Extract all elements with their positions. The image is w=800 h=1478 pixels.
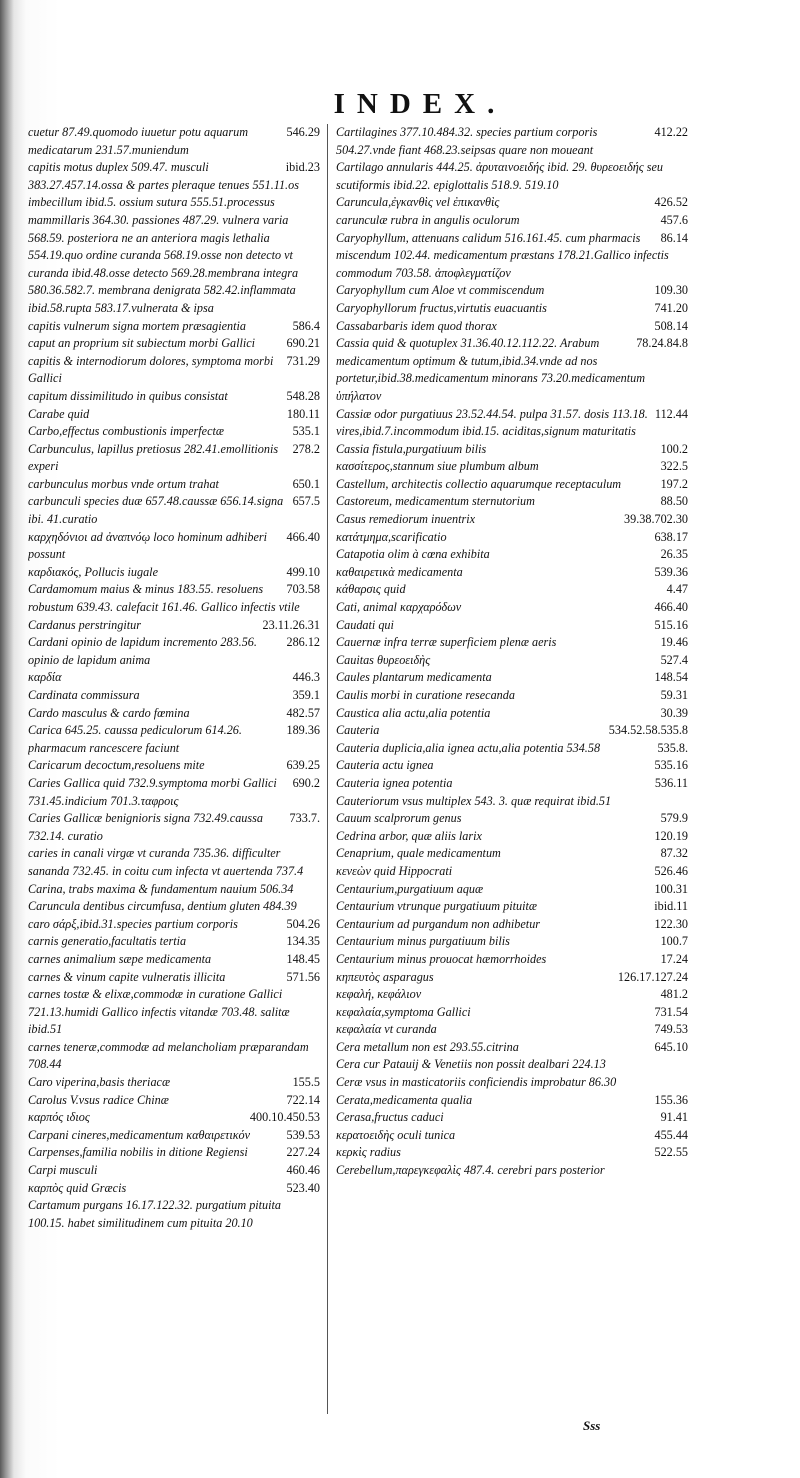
index-entry-ref: ibid.23 [285,160,320,175]
index-entry-text: Cardanus perstringitur [28,617,141,632]
index-entry [336,1004,688,1022]
index-entry [336,810,688,828]
index-entry [28,441,320,476]
index-entry-ref: 522.55 [654,1145,688,1160]
index-entry-ref: 535.8. [657,740,688,755]
index-entry-text: Cassabarbaris idem quod thorax [336,318,497,333]
index-entry-ref: 650.1 [292,476,320,491]
index-entry-text: Carolus V.vsus radice Chinæ [28,1092,169,1107]
index-entry [336,793,688,811]
index-entry-text: Cartilagines 377.10.484.32. species partium corporis 504.27.vnde fiant 468.23.seipsas quare non moueant [336,125,598,157]
index-entry-text: capitum dissimilitudo in quibus consistat [28,388,228,403]
index-entry-text: Carica 645.25. caussa pediculorum 614.26. pharmacum rancescere faciunt [28,723,242,755]
index-entry [28,687,320,705]
index-entry-text: capitis vulnerum signa mortem præsagientia [28,318,247,333]
index-entry-ref: 539.53 [286,1127,320,1142]
index-entry [28,951,320,969]
index-entry [336,722,688,740]
index-entry-text: Caro viperina,basis theriacæ [28,1075,171,1090]
index-entry-text: Centaurium minus purgatiuum bilis [336,934,510,949]
index-entry-ref: 197.2 [660,476,688,491]
index-entry-ref: 579.9 [660,811,688,826]
index-entry-text: Carina, trabs maxima & fundamentum nauium 506.34 [28,881,294,896]
index-entry-text: Cauteria [336,723,380,738]
index-entry [336,933,688,951]
index-entry [336,212,688,230]
index-entry-text: Cauteria ignea potentia [336,775,453,790]
index-entry-ref: 78.24.84.8 [636,336,688,351]
index-entry-ref: 88.50 [660,494,688,509]
index-entry-ref: 400.10.450.53 [249,1110,320,1125]
index-entry [28,722,320,757]
index-column-right [336,124,688,1180]
index-entry [336,775,688,793]
index-entry-ref: 749.53 [654,1022,688,1037]
index-entry [28,634,320,669]
index-entry-ref: 87.32 [660,846,688,861]
index-entry-text: Cauitas θυρεοειδὴς [336,652,431,667]
index-entry-ref: 17.24 [660,951,688,966]
index-column-left [28,124,320,1232]
index-entry-text: κεφαλή, κεφάλιον [336,987,422,1002]
index-entry-ref: 460.46 [286,1163,320,1178]
index-entry-text: Cedrina arbor, quæ aliis larix [336,828,482,843]
index-entry [336,669,688,687]
index-entry-ref: 155.5 [292,1075,320,1090]
index-entry [336,687,688,705]
index-entry-ref: 639.25 [286,758,320,773]
index-entry-ref: 457.6 [660,212,688,227]
index-entry-ref: 30.39 [660,705,688,720]
index-entry-text: Caries Gallicæ benignioris signa 732.49.caussa 732.14. curatio [28,811,263,843]
index-entry-text: cuetur 87.49.quomodo iuuetur potu aquarum medicatarum 231.57.muniendum [28,125,249,157]
index-entry [28,1162,320,1180]
index-entry-ref: 731.54 [654,1004,688,1019]
index-entry-text: Cassia fistula,purgatiuum bilis [336,441,487,456]
index-entry [336,493,688,511]
index-entry-ref: 548.28 [286,388,320,403]
index-entry-text: capitis motus duplex 509.47. musculi 383.27.457.14.ossa & partes pleraque tenues 551.11.os imbecillum ibid.5. ossium sutura 555.51.processus mammillaris 364.30. passiones 487.29. vulnera varia 568.59. posteriora ne an anteriora magis lethalia 554.19.quo ordine curanda 568.19.osse non detecto vt curanda ibid.48.osse detecto 569.28.membrana integra 580.36.582.7. membrana denigrata 582.42.inflammata ibid.58.rupta 583.17.vulnerata & ipsa [28,160,299,315]
index-entry-ref: 91.41 [660,1110,688,1125]
index-entry-text: Cati, animal καρχαρόδων [336,600,462,615]
index-entry [336,511,688,529]
index-entry-text: Caulis morbi in curatione resecanda [336,688,515,702]
index-entry-text: καρδία [28,670,62,685]
index-entry-text: caput an proprium sit subiectum morbi Gallici [28,336,256,351]
index-entry-ref: 466.40 [654,600,688,615]
index-entry-ref: 122.30 [654,916,688,931]
index-entry [28,1180,320,1198]
index-entry [336,406,688,441]
index-entry-ref: 527.4 [660,652,688,667]
index-entry [28,669,320,687]
index-entry-ref: 112.44 [654,406,688,421]
index-entry-ref: 504.26 [286,916,320,931]
index-entry-text: Cartamum purgans 16.17.122.32. purgatium pituita 100.15. habet similitudinem cum pituita 20.10 [28,1198,282,1230]
index-entry-text: Cera metallum non est 293.55.citrina [336,1039,519,1054]
index-entry-ref: 180.11 [286,406,320,421]
index-entry [28,388,320,406]
index-entry-text: caries in canali virgæ vt curanda 735.36. difficulter sananda 732.45. in coitu cum infecta vt auertenda 737.4 [28,846,304,878]
index-entry-text: Caruncula,ἐγκανθὶς vel ἐπικανθὶς [336,195,500,210]
index-entry-ref: 534.52.58.535.8 [608,723,688,738]
index-entry [336,335,688,405]
index-entry-text: carbunculus morbus vnde ortum trahat [28,476,219,491]
index-entry-ref: 539.36 [654,564,688,579]
index-entry-ref: 227.24 [286,1145,320,1160]
index-entry [28,1197,320,1232]
index-entry-ref: 86.14 [660,230,688,245]
index-entry-text: κερκὶς radius [336,1145,401,1160]
index-entry-ref: 426.52 [654,195,688,210]
index-entry-ref: 189.36 [286,723,320,738]
index-entry-text: Cauteria duplicia,alia ignea actu,alia potentia 534.58 [336,740,601,755]
index-entry-ref: 546.29 [286,125,320,139]
index-entry [28,1074,320,1092]
index-entry [28,1127,320,1145]
index-entry-text: Caries Gallica quid 732.9.symptoma morbi Gallici 731.45.indicium 701.3.ταφροις [28,775,277,808]
index-entry [28,564,320,582]
index-entry-text: Caryophyllum, attenuans calidum 516.161.45. cum pharmacis miscendum 102.44. medicamentum præstans 178.21.Gallico infectis commodum 703.58. ἀποφλεγματίζον [336,230,669,280]
index-entry [28,705,320,723]
page-title: INDEX. [333,88,507,120]
index-entry-text: capitis & internodiorum dolores, symptoma morbi Gallici [28,353,274,386]
index-entry-ref: 455.44 [654,1127,688,1142]
index-entry [336,951,688,969]
index-entry-text: κηπευτὸς asparagus [336,969,434,984]
index-entry-ref: 535.1 [292,424,320,439]
index-entry-ref: 134.35 [286,934,320,949]
index-entry-text: Caryophyllum cum Aloe vt commiscendum [336,283,545,298]
index-entry-text: Cardani opinio de lapidum incremento 283.56. opinio de lapidum anima [28,635,257,667]
index-entry-ref: 126.17.127.24 [617,969,688,984]
index-entry-text: Centaurium,purgatiuum aquæ [336,881,484,896]
index-entry-text: κασσίτερος,stannum siue plumbum album [336,459,539,474]
index-entry-text: Cauteriorum vsus multiplex 543. 3. quæ requirat ibid.51 [336,793,612,808]
index-entry-text: Caruncula dentibus circumfusa, dentium gluten 484.39 [28,899,297,914]
index-entry-ref: 148.45 [286,951,320,966]
index-entry [336,986,688,1004]
index-entry-text: Cardo masculus & cardo fœmina [28,705,190,720]
index-entry-text: καρπός ιδιος [28,1110,90,1125]
index-entry-text: Caryophyllorum fructus,virtutis euacuantis [336,300,547,315]
index-entry-ref: 26.35 [660,547,688,562]
index-entry-text: Cardinata commissura [28,688,140,702]
index-entry [336,599,688,617]
index-entry-text: Carbo,effectus combustionis imperfectæ [28,424,224,439]
index-entry [336,230,688,283]
index-entry-text: Carpi musculi [28,1163,98,1178]
index-entry [28,1109,320,1127]
index-entry [336,916,688,934]
index-entry [28,423,320,441]
index-entry-ref: 526.46 [654,863,688,878]
index-entry-text: Carabe quid [28,406,90,421]
index-entry-ref: 278.2 [292,441,320,456]
index-entry [28,757,320,775]
index-entry [336,124,688,159]
index-entry-text: καρχηδόνιοι ad ἀναπνόῳ loco hominum adhiberi possunt [28,529,268,562]
index-entry [336,617,688,635]
index-entry [28,353,320,388]
index-entry-text: καρπὸς quid Græcis [28,1180,127,1195]
index-entry-text: κεφαλαία,symptoma Gallici [336,1004,471,1019]
index-entry [28,617,320,635]
index-entry-text: κεφαλαία vt curanda [336,1022,437,1037]
index-entry [336,194,688,212]
index-entry-ref: 638.17 [654,529,688,544]
index-entry-ref: 731.29 [286,353,320,368]
index-entry [336,1056,688,1074]
index-entry [28,406,320,424]
index-entry [28,775,320,810]
index-entry-text: Catapotia olim à cœna exhibita [336,547,490,562]
index-entry [336,652,688,670]
index-entry [336,1039,688,1057]
index-entry-ref: 690.21 [286,336,320,351]
index-entry-ref: 535.16 [654,758,688,773]
index-entry [336,581,688,599]
index-entry-text: Cerata,medicamenta qualia [336,1092,473,1107]
index-entry-ref: 100.7 [660,934,688,949]
index-entry-text: Cauum scalprorum genus [336,811,462,826]
index-entry-ref: 466.40 [286,529,320,544]
index-entry-ref: 100.2 [660,441,688,456]
index-entry-text: caro σάρξ,ibid.31.species partium corporis [28,916,238,931]
index-entry-text: Cerasa,fructus caduci [336,1110,444,1125]
index-entry [28,845,320,880]
index-entry [336,441,688,459]
index-entry-text: Castellum, architectis collectio aquarumque receptaculum [336,476,622,491]
index-entry [336,458,688,476]
index-entry [336,898,688,916]
index-entry [28,529,320,564]
index-entry-text: Carbunculus, lapillus pretiosus 282.41.emollitionis experi [28,441,279,474]
index-entry-text: Cardamomum maius & minus 183.55. resoluens robustum 639.43. calefacit 161.46. Gallico infectis vtile [28,582,300,615]
index-entry-text: Cera cur Patauij & Venetiis non possit dealbari 224.13 [336,1057,606,1072]
index-entry [28,898,320,916]
index-entry-text: Cassia quid & quotuplex 31.36.40.12.112.22. Arabum medicamentum optimum & tutum,ibid.34.vnde ad nos portetur,ibid.38.medicamentum minorans 73.20.medicamentum ὑπήλατον [336,336,646,403]
index-entry-text: Cassiæ odor purgatiuus 23.52.44.54. pulpa 31.57. dosis 113.18. vires,ibid.7.incommodum ibid.15. aciditas,signum maturitatis [336,406,648,439]
index-entry [336,1092,688,1110]
index-entry-ref: ibid.11 [654,899,688,914]
index-entry-ref: 499.10 [286,564,320,579]
index-entry [336,529,688,547]
index-entry [336,1074,688,1092]
index-entry-ref: 515.16 [654,617,688,632]
index-entry [28,581,320,616]
index-entry [336,828,688,846]
index-entry [336,740,688,758]
index-entry-text: carbunculi species duæ 657.48.caussæ 656.14.signa ibi. 41.curatio [28,494,284,527]
index-entry-ref: 19.46 [660,635,688,650]
index-entry [336,634,688,652]
index-entry [336,282,688,300]
index-entry [28,881,320,899]
index-entry-ref: 586.4 [292,318,320,333]
index-entry-text: καθαιρετικὰ medicamenta [336,564,463,579]
index-entry-text: Ceræ vsus in masticatoriis conficiendis improbatur 86.30 [336,1075,617,1090]
index-entry-ref: 322.5 [660,459,688,474]
index-entry-text: carnes tostæ & elixæ,commodæ in curatione Gallici 721.13.humidi Gallico infectis vitandæ 703.48. salitæ ibid.51 [28,987,290,1037]
index-entry-text: κενεὼν quid Hippocrati [336,863,453,878]
index-entry [336,881,688,899]
index-entry [336,546,688,564]
index-entry [28,933,320,951]
catchword: Sss [583,1418,601,1433]
index-entry [28,810,320,845]
index-entry-ref: 571.56 [286,969,320,984]
index-entry-ref: 446.3 [292,670,320,685]
index-entry [336,969,688,987]
index-entry-text: Centaurium vtrunque purgatiuum pituitæ [336,899,537,914]
index-entry [336,318,688,336]
index-entry [336,1162,688,1180]
index-entry-ref: 109.30 [654,283,688,298]
index-entry-text: Caudati qui [336,617,394,632]
index-entry-text: Carpani cineres,medicamentum καθαιρετικόν [28,1127,251,1142]
index-entry-ref: 359.1 [292,688,320,702]
index-entry-ref: 722.14 [286,1092,320,1107]
index-entry [28,159,320,317]
index-entry-text: Castoreum, medicamentum sternutorium [336,494,535,509]
index-entry-text: Caules plantarum medicamenta [336,670,492,685]
index-entry-ref: 690.2 [292,775,320,790]
index-entry [336,1021,688,1039]
index-entry-ref: 657.5 [292,494,320,509]
index-entry [336,300,688,318]
index-entry-text: Caricarum decoctum,resoluens mite [28,758,205,773]
index-entry-text: carunculæ rubra in angulis oculorum [336,212,520,227]
index-entry-text: κάθαρσις quid [336,582,406,597]
index-entry [336,564,688,582]
index-entry-text: carnes animalium sæpe medicamenta [28,951,212,966]
index-entry [28,124,320,159]
index-entry-text: carnes teneræ,commodæ ad melancholiam præparandam 708.44 [28,1039,309,1072]
index-entry [336,1144,688,1162]
index-entry [28,476,320,494]
index-entry-text: Cauteria actu ignea [336,758,434,773]
index-entry [336,1127,688,1145]
index-entry-text: καρδιακός, Pollucis iugale [28,564,158,579]
index-entry-text: Cerebellum,παρεγκεφαλὶς 487.4. cerebri pars posterior [336,1163,605,1178]
index-entry-ref: 148.54 [654,670,688,685]
index-entry [336,845,688,863]
index-entry-text: Carpenses,familia nobilis in ditione Regiensi [28,1145,248,1160]
index-entry [336,757,688,775]
index-entry [336,863,688,881]
index-entry-ref: 741.20 [654,300,688,315]
index-entry [28,986,320,1039]
index-entry-ref: 508.14 [654,318,688,333]
index-entry-text: Caustica alia actu,alia potentia [336,705,491,720]
index-entry [28,969,320,987]
index-entry-text: Cenaprium, quale medicamentum [336,846,501,861]
index-entry-ref: 523.40 [286,1180,320,1195]
index-entry-ref: 703.58 [286,582,320,597]
column-divider [327,124,328,1414]
index-entry [336,1109,688,1127]
index-entry-text: Casus remediorum inuentrix [336,512,476,527]
index-entry-text: carnis generatio,facultatis tertia [28,934,187,949]
index-entry-ref: 412.22 [654,125,688,139]
index-entry [28,335,320,353]
index-entry-ref: 100.31 [654,881,688,896]
index-entry-text: κερατοειδὴς oculi tunica [336,1127,456,1142]
index-entry [28,1144,320,1162]
index-entry-ref: 39.38.702.30 [624,512,688,527]
index-entry-ref: 733.7. [289,811,320,826]
index-entry-ref: 286.12 [286,635,320,650]
index-entry [28,318,320,336]
index-entry [28,916,320,934]
index-entry [28,1092,320,1110]
index-entry [336,159,688,194]
index-entry-ref: 155.36 [654,1092,688,1107]
index-entry-ref: 23.11.26.31 [262,617,320,632]
index-entry-text: Centaurium ad purgandum non adhibetur [336,916,541,931]
index-entry-ref: 482.57 [286,705,320,720]
index-entry-text: Cartilago annularis 444.25. ἀρυταινοειδής ibid. 29. θυρεοειδής seu scutiformis ibid.22. epiglottalis 518.9. 519.10 [336,160,664,192]
index-entry [28,493,320,528]
index-entry [336,476,688,494]
index-entry-text: carnes & vinum capite vulneratis illicita [28,969,226,984]
index-entry-ref: 59.31 [660,688,688,702]
index-entry [336,705,688,723]
index-entry-ref: 645.10 [654,1039,688,1054]
index-entry-text: κατάτμημα,scarificatio [336,529,447,544]
index-entry-ref: 4.47 [666,582,688,597]
index-entry [28,1039,320,1074]
index-entry-ref: 536.11 [654,775,688,790]
index-entry-ref: 481.2 [660,987,688,1002]
index-entry-text: Cauernæ infra terræ superficiem plenæ aeris [336,635,557,650]
index-entry-text: Centaurium minus prouocat hæmorrhoides [336,951,547,966]
index-entry-ref: 120.19 [654,828,688,843]
